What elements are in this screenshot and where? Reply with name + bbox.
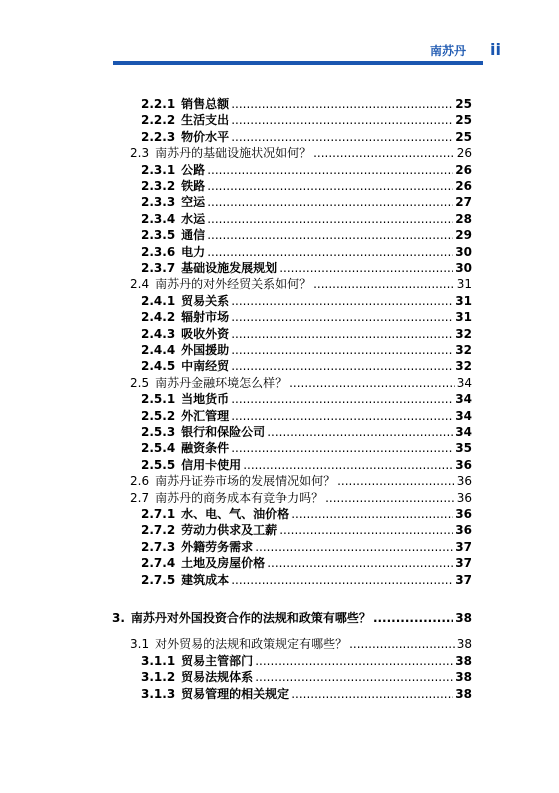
toc-entry[interactable] [130,490,472,507]
toc-entry[interactable] [141,211,472,228]
toc-entry-page: 35 [455,441,472,456]
toc-leader-dots [349,636,455,653]
toc-entry[interactable] [141,522,472,539]
toc-leader-dots [313,145,455,162]
toc-entry-number: 2.5.5 [141,457,176,472]
toc-entry-page: 30 [455,244,472,259]
toc-leader-dots [207,178,453,195]
toc-leader-dots [231,96,453,113]
toc-entry-title: 信用卡使用 [181,457,242,472]
toc-leader-dots [231,440,453,457]
toc-entry-title: 通信 [181,228,206,243]
toc-entry[interactable] [141,342,472,359]
toc-leader-dots [279,260,453,277]
toc-entry[interactable] [141,457,472,474]
toc-entry-number: 2.7.5 [141,572,176,587]
toc-entry[interactable] [141,326,472,343]
toc-entry-title: 吸收外资 [181,326,230,341]
toc-entry-number: 2.4 [130,277,150,292]
toc-leader-dots [231,408,453,425]
toc-entry[interactable] [141,96,472,113]
toc-entry-number: 2.5.4 [141,441,176,456]
toc-entry-title: 电力 [181,244,206,259]
toc-entry-title: 生活支出 [181,113,230,128]
toc-entry-number: 2.3.1 [141,162,176,177]
toc-entry[interactable] [141,227,472,244]
toc-entry[interactable] [130,636,472,653]
toc-entry[interactable] [141,539,472,556]
toc-entry-number: 3.1.2 [141,670,176,685]
toc-entry-title: 物价水平 [181,129,230,144]
toc-entry-number: 3.1.3 [141,686,176,701]
toc-entry[interactable] [141,572,472,589]
page-number: ii [490,40,501,59]
toc-entry-title: 南苏丹证券市场的发展情况如何？ [155,474,336,489]
header-rule [113,61,483,65]
toc-entry-number: 2.4.5 [141,359,176,374]
toc-entry-number: 2.3 [130,146,150,161]
toc-leader-dots [373,610,453,627]
toc-leader-dots [231,326,453,343]
toc-entry-page: 30 [455,261,472,275]
toc-leader-dots [231,342,453,359]
toc-leader-dots [279,522,453,539]
running-header-title: 南苏丹 [430,44,467,58]
toc-entry[interactable] [130,375,472,392]
toc-leader-dots [267,424,453,441]
toc-entry-number: 2.3.3 [141,195,176,210]
toc-entry[interactable] [141,506,472,523]
toc-entry-number: 2.5.3 [141,425,176,439]
toc-entry-number: 2.2.2 [141,113,176,128]
toc-entry-number: 2.3.6 [141,244,176,259]
toc-entry[interactable] [141,178,472,195]
toc-leader-dots [231,293,453,310]
toc-entry-title: 基础设施发展规划 [181,261,278,275]
toc-entry-title: 销售总额 [181,97,230,111]
toc-entry-number: 2.3.2 [141,179,176,193]
toc-entry-number: 2.2.3 [141,129,176,144]
toc-entry-number: 2.3.5 [141,228,176,243]
toc-entry-page: 34 [456,375,472,390]
toc-entry[interactable] [141,260,472,277]
toc-entry-number: 2.7.1 [141,507,176,521]
toc-entry-title: 外国援助 [181,343,230,357]
toc-leader-dots [207,244,453,261]
toc-leader-dots [243,457,453,474]
toc-entry-page: 32 [455,359,472,374]
toc-entry-number: 2.2.1 [141,97,176,111]
toc-entry-page: 32 [455,343,472,357]
toc-entry[interactable] [141,129,472,146]
toc-entry[interactable] [112,610,472,627]
toc-entry-page: 31 [455,293,472,308]
toc-entry[interactable] [141,424,472,441]
toc-entry-title: 水、电、气、油价格 [181,507,290,521]
toc-entry-page: 26 [455,162,472,177]
toc-leader-dots [267,555,453,572]
toc-entry-page: 37 [455,556,472,571]
toc-leader-dots [207,227,453,244]
toc-entry[interactable] [141,440,472,457]
toc-entry-page: 36 [455,457,472,472]
toc-entry[interactable] [141,293,472,310]
toc-entry[interactable] [130,473,472,490]
toc-entry-page: 38 [455,686,472,701]
toc-leader-dots [289,375,455,392]
toc-entry-title: 南苏丹的对外经贸关系如何？ [155,277,312,292]
toc-entry[interactable] [141,194,472,211]
toc-entry-title: 银行和保险公司 [181,425,266,439]
toc-leader-dots [231,572,453,589]
toc-entry-page: 26 [455,179,472,193]
toc-entry-page: 37 [455,539,472,554]
toc-entry-title: 中南经贸 [181,359,230,374]
toc-entry-number: 2.7.4 [141,556,176,571]
toc-entry-page: 37 [455,572,472,587]
toc-entry-page: 38 [455,670,472,685]
toc-leader-dots [231,129,453,146]
toc-entry-page: 26 [456,146,472,161]
toc-entry-title: 南苏丹的基础设施状况如何？ [155,146,312,161]
toc-entry-number: 2.5.1 [141,392,176,407]
toc-entry[interactable] [141,555,472,572]
toc-entry[interactable] [141,391,472,408]
toc-entry[interactable] [130,145,472,162]
toc-entry-title: 当地货币 [181,392,230,407]
toc-entry-page: 38 [456,637,472,652]
toc-entry-title: 贸易法规体系 [181,670,254,685]
toc-entry[interactable] [141,408,472,425]
toc-entry-page: 38 [455,653,472,668]
toc-entry-number: 3.1 [130,637,150,652]
toc-entry-page: 25 [455,97,472,111]
toc-entry-number: 2.6 [130,474,150,489]
toc-entry-number: 2.4.3 [141,326,176,341]
toc-entry-page: 36 [456,474,472,489]
toc-entry-page: 28 [455,211,472,226]
toc-entry-page: 27 [455,195,472,210]
toc-entry-page: 34 [455,425,472,439]
toc-entry-page: 31 [456,277,472,292]
toc-entry[interactable] [141,162,472,179]
toc-entry-title: 铁路 [181,179,206,193]
toc-entry-number: 2.3.4 [141,211,176,226]
toc-leader-dots [291,506,453,523]
toc-leader-dots [207,211,453,228]
toc-entry-number: 2.4.4 [141,343,176,357]
toc-entry-page: 36 [456,490,472,505]
toc-entry[interactable] [141,653,472,670]
toc-entry-page: 31 [455,310,472,325]
toc-entry-number: 3. [112,611,125,625]
toc-entry[interactable] [141,686,472,703]
toc-entry[interactable] [141,358,472,375]
toc-entry[interactable] [141,309,472,326]
toc-leader-dots [291,686,453,703]
toc-entry[interactable] [130,276,472,293]
toc-entry-title: 水运 [181,211,206,226]
toc-leader-dots [231,391,453,408]
toc-entry-page: 36 [455,507,472,521]
toc-entry-page: 36 [455,523,472,538]
toc-leader-dots [231,358,453,375]
toc-entry-title: 南苏丹的商务成本有竞争力吗？ [155,490,324,505]
toc-entry-page: 25 [455,129,472,144]
toc-entry-title: 外汇管理 [181,408,230,423]
toc-leader-dots [255,669,453,686]
toc-entry-title: 公路 [181,162,206,177]
toc-entry-title: 建筑成本 [181,572,230,587]
toc-entry-number: 2.5.2 [141,408,176,423]
toc-leader-dots [255,539,453,556]
toc-entry-title: 辐射市场 [181,310,230,325]
toc-entry-title: 劳动力供求及工薪 [181,523,278,538]
toc-leader-dots [231,309,453,326]
toc-leader-dots [325,490,455,507]
toc-leader-dots [207,162,453,179]
toc-leader-dots [207,194,453,211]
toc-entry-number: 2.5 [130,375,150,390]
toc-entry-page: 38 [455,611,472,625]
toc-entry-title: 贸易关系 [181,293,230,308]
toc-entry-title: 对外贸易的法规和政策规定有哪些？ [155,637,348,652]
toc-leader-dots [337,473,455,490]
toc-entry-number: 2.7.2 [141,523,176,538]
toc-entry-page: 29 [455,228,472,243]
toc-entry-number: 2.7 [130,490,150,505]
toc-entry[interactable] [141,669,472,686]
toc-entry-number: 2.4.1 [141,293,176,308]
toc-entry-title: 南苏丹对外国投资合作的法规和政策有哪些？ [130,611,371,625]
toc-entry-page: 34 [455,392,472,407]
toc-leader-dots [231,112,453,129]
toc-entry-title: 外籍劳务需求 [181,539,254,554]
toc-leader-dots [313,276,455,293]
toc-entry-page: 32 [455,326,472,341]
toc-entry-number: 2.7.3 [141,539,176,554]
toc-leader-dots [255,653,453,670]
toc-entry-page: 34 [455,408,472,423]
toc-entry-title: 融资条件 [181,441,230,456]
toc-entry-title: 贸易主管部门 [181,653,254,668]
toc-entry-page: 25 [455,113,472,128]
toc-entry-number: 2.4.2 [141,310,176,325]
toc-entry[interactable] [141,112,472,129]
toc-entry-number: 2.3.7 [141,261,176,275]
toc-entry-title: 空运 [181,195,206,210]
toc-entry[interactable] [141,244,472,261]
toc-entry-number: 3.1.1 [141,653,176,668]
toc-entry-title: 土地及房屋价格 [181,556,266,571]
toc-entry-title: 贸易管理的相关规定 [181,686,290,701]
toc-entry-title: 南苏丹金融环境怎么样？ [155,375,288,390]
